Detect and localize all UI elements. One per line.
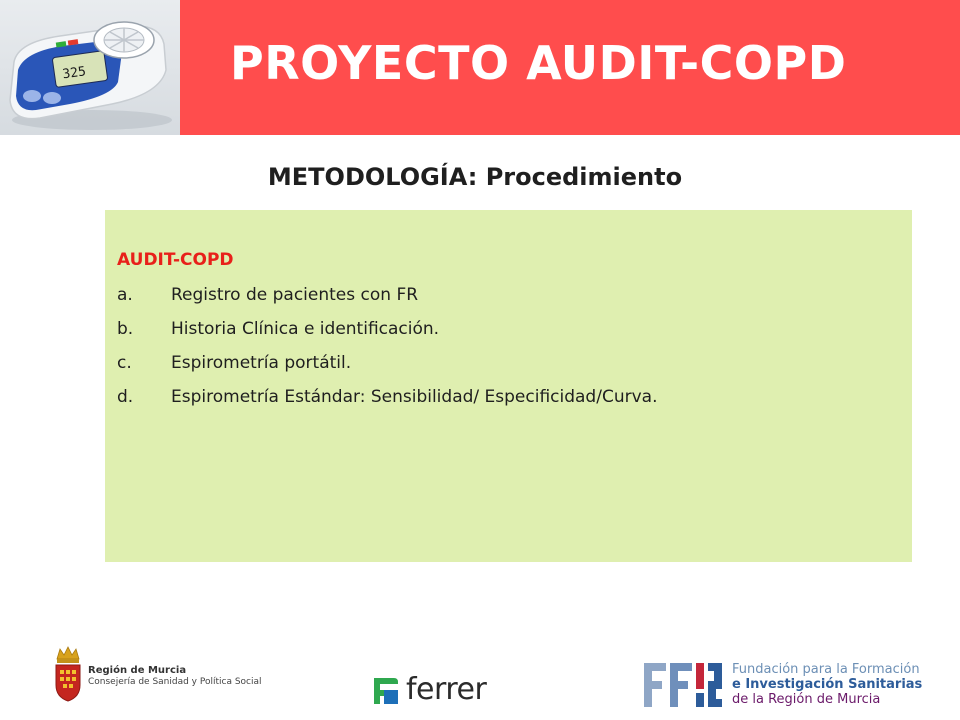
step-marker: a. (117, 285, 133, 305)
panel-title: AUDIT-COPD (117, 250, 234, 270)
procedure-steps-list (117, 283, 657, 419)
murcia-crest-icon (52, 645, 84, 703)
murcia-name: Región de Murcia (88, 665, 187, 676)
step-text: Espirometría Estándar: Sensibilidad/ Especificidad/Curva. (171, 387, 658, 407)
ffis-line-3: de la Región de Murcia (732, 692, 881, 707)
ferrer-wordmark: ferrer (406, 672, 487, 707)
step-text: Espirometría portátil. (171, 353, 352, 373)
procedure-step (117, 317, 657, 351)
ffis-logo (644, 660, 934, 710)
ferrer-logo (370, 670, 500, 710)
procedure-step (117, 385, 657, 419)
content-panel (105, 210, 912, 562)
step-marker: b. (117, 319, 134, 339)
step-text: Historia Clínica e identificación. (171, 319, 440, 339)
ferrer-logo-icon (370, 672, 402, 706)
svg-text:325: 325 (61, 64, 87, 83)
procedure-step (117, 283, 657, 317)
page-title: PROYECTO AUDIT-COPD (230, 36, 847, 90)
step-marker: d. (117, 387, 134, 407)
region-murcia-logo (52, 645, 262, 705)
step-text: Registro de pacientes con FR (171, 285, 419, 305)
ffis-line-2: e Investigación Sanitarias (732, 677, 923, 692)
ffis-logo-icon (644, 663, 724, 707)
step-marker: c. (117, 353, 132, 373)
section-heading: METODOLOGÍA: Procedimiento (267, 163, 683, 191)
header-band (180, 0, 960, 135)
ffis-line-1: Fundación para la Formación (732, 662, 920, 677)
murcia-department: Consejería de Sanidad y Política Social (88, 677, 262, 687)
procedure-step (117, 351, 657, 385)
spirometer-image (0, 0, 180, 135)
spirometer-icon (0, 0, 180, 135)
